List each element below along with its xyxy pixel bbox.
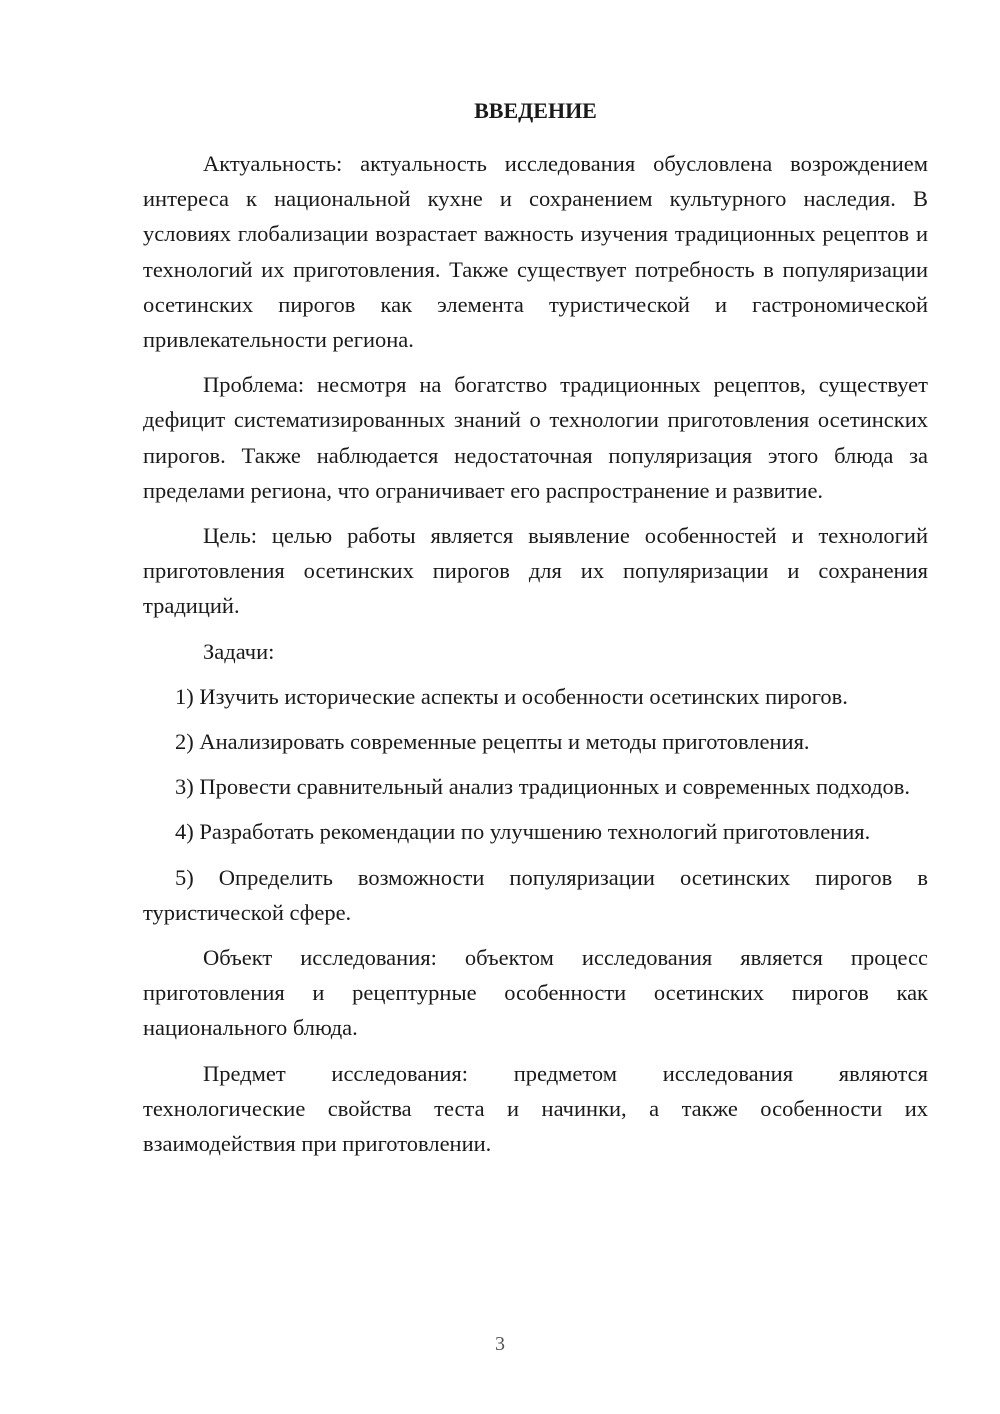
task-item-2: 2) Анализировать современные рецепты и методы приготовления.: [175, 729, 810, 755]
task-item-4: 4) Разработать рекомендации по улучшению технологий приготовления.: [175, 819, 871, 845]
page-number: 3: [495, 1333, 505, 1355]
task-item-5: 5) Определить возможности популяризации осетинских пирогов в туристической сфере.: [143, 864, 928, 925]
problem-paragraph: Проблема: несмотря на богатство традиционных рецептов, существует дефицит систематизированных знаний о технологии приготовления осетинских пирогов. Также наблюдается недостаточная популяризация этого блюда за пределами региона, что ограничивает его распространение и развитие.: [143, 372, 928, 503]
relevance-paragraph: Актуальность: актуальность исследования обусловлена возрождением интереса к национальной кухне и сохранением культурного наследия. В условиях глобализации возрастает важность изучения традиционных рецептов и технологий их приготовления. Также существует потребность в популяризации осетинских пирогов как элемента туристической и гастрономической привлекательности региона.: [143, 151, 928, 353]
goal-paragraph: Цель: целью работы является выявление особенностей и технологий приготовления осетинских пирогов для их популяризации и сохранения традиций.: [143, 523, 928, 619]
subject-paragraph: Предмет исследования: предметом исследования являются технологические свойства теста и начинки, а также особенности их взаимодействия при приготовлении.: [143, 1060, 928, 1157]
task-item-1: 1) Изучить исторические аспекты и особенности осетинских пирогов.: [175, 683, 848, 709]
task-item-3: 3) Провести сравнительный анализ традиционных и современных подходов.: [175, 774, 911, 800]
page-title: ВВЕДЕНИЕ: [474, 98, 597, 123]
document-page: [143, 96, 928, 1171]
tasks-label: Задачи:: [203, 638, 275, 664]
object-paragraph: Объект исследования: объектом исследования является процесс приготовления и рецептурные особенности осетинских пирогов как национального блюда.: [143, 945, 928, 1041]
